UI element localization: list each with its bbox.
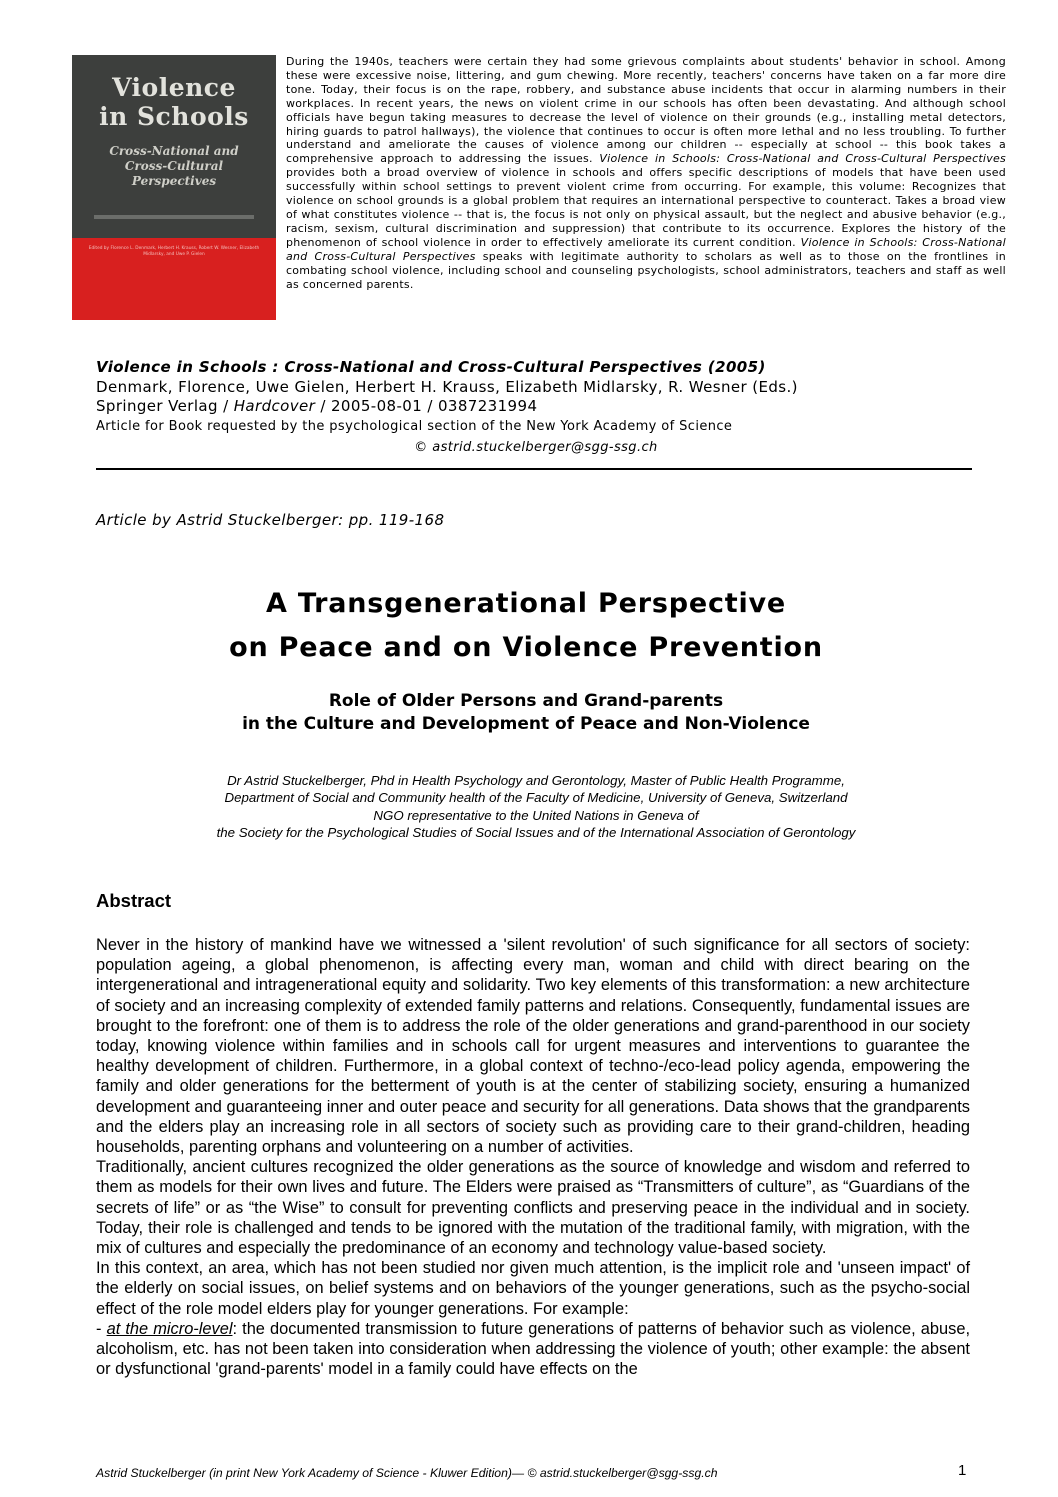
- cover-chalk-ledge: [94, 215, 254, 219]
- affiliation-line: the Society for the Psychological Studies of Social Issues and of the International Association of Gerontology: [216, 824, 856, 840]
- abstract-body: [96, 935, 970, 1379]
- article-title-line: A Transgenerational Perspective: [265, 588, 787, 619]
- page-footer: Astrid Stuckelberger (in print New York Academy of Science - Kluwer Edition)— © astrid.stuckelberger@sgg-ssg.ch: [96, 1466, 718, 1480]
- reference-request: Article for Book requested by the psychological section of the New York Academy of Science: [96, 418, 733, 434]
- description-book-title: Violence in Schools: Cross-National and Cross-Cultural Perspectives: [286, 235, 1006, 263]
- cover-subtitle-line: Perspectives: [131, 174, 217, 188]
- author-affiliation: [96, 772, 976, 841]
- cover-title-line: in Schools: [99, 102, 249, 131]
- reference-editors: Denmark, Florence, Uwe Gielen, Herbert H. Krauss, Elizabeth Midlarsky, R. Wesner (Eds.): [96, 377, 798, 396]
- article-subtitle-line: Role of Older Persons and Grand-parents: [328, 691, 724, 711]
- page-number: 1: [958, 1462, 967, 1479]
- bullet-dash: -: [96, 1319, 107, 1338]
- abstract-paragraph: Traditionally, ancient cultures recognized the older generations as the source of knowledge and wisdom and referred to them as models for their own lives and future. The Elders were praised as “Transmitters of culture”, as “Guardians of the secrets of life” or as “the Wise” to consult for preventing conflicts and preserving peace in the individual and in society. Today, their role is challenged and tends to be ignored with the mutation of the traditional family, with migration, with the mix of cultures and especially the predominance of an economy and technology value-based society.: [96, 1158, 970, 1258]
- cover-title-line: Violence: [112, 73, 236, 102]
- description-text: provides both a broad overview of violence in schools and offers specific descriptions of models that have been used successfully within school settings to prevent violent crime from occurring. For example, this volume: Recognizes that violence on school grounds is a global problem that requires an international perspective to counteract. Takes a broad view of what constitutes violence -- that is, the focus is not only on physical assault, but the neglect and abusive behavior (e.g., racism, sexism, cultural discrimination and suppression) that contribute to its occurrence. Explores the history of the phenomenon of school violence in order to effectively ameliorate its current condition.: [286, 166, 1006, 249]
- abstract-paragraph: Never in the history of mankind have we witnessed a 'silent revolution' of such significance for all sectors of society: population ageing, a global phenomenon, is affecting every man, woman and child with direct bearing on the intergenerational and intragenerational equity and solidarity. Two key elements of this transformation: a new architecture of society and an increasing complexity of extended family patterns and relations. Consequently, fundamental issues are brought to the forefront: one of them is to address the role of the older generations and grand-parenthood in our society today, knowing violence within families and in schools call for urgent measures and interventions to guarantee the healthy development of children. Furthermore, in a global context of techno-/eco-lead policy agenda, empowering the family and older generations for the betterment of youth is at the center of stabilizing society, ensuring a humanized development and guaranteeing inner and outer peace and security for all generations. Data shows that the grandparents and the elders play an increasing role in all sectors of society such as providing care to their grand-children, heading households, parenting orphans and volunteering on a number of activities.: [96, 936, 970, 1157]
- bullet-text: : the documented transmission to future generations of patterns of behavior such as violence, abuse, alcoholism, etc. has not been taken into consideration when addressing the violence of youth; other example: the absent or dysfunctional 'grand-parents' model in a family could have effects on the: [96, 1319, 971, 1379]
- cover-editors: Edited by Florence L. Denmark, Herbert H. Krauss, Robert W. Wesner, Elizabeth Midlarsky, and Uwe P. Gielen: [88, 246, 260, 257]
- book-cover-image: [72, 55, 276, 320]
- article-subtitle: [96, 690, 956, 736]
- reference-book-title: Violence in Schools : Cross-National and Cross-Cultural Perspectives (2005): [96, 358, 766, 376]
- abstract-paragraph: In this context, an area, which has not been studied nor given much attention, is the implicit role and 'unseen impact' of the elderly on social issues, on belief systems and on behaviors of the younger generations, such as the psycho-social effect of the role model elders play for younger generations. For example:: [96, 1259, 970, 1318]
- reference-email: © astrid.stuckelberger@sgg-ssg.ch: [414, 440, 658, 455]
- horizontal-rule: [96, 468, 972, 470]
- cover-subtitle-line: Cross-National and: [109, 144, 239, 158]
- article-byline: Article by Astrid Stuckelberger: pp. 119-168: [96, 511, 445, 529]
- reference-publisher: [96, 397, 976, 417]
- cover-subtitle-line: Cross-Cultural: [124, 159, 224, 173]
- description-text: During the 1940s, teachers were certain they had some grievous complaints about students' behavior in school. Among these were excessive noise, littering, and gum chewing. More recently, teachers' concerns have taken on a far more dire tone. Today, their focus is on the rape, robbery, and substance abuse incidents that occur in alarming numbers in their workplaces. In recent years, the news on violent crime in our schools has often been devastating. And although school officials have begun taking measures to decrease the level of violence on their grounds (e.g., installing metal detectors, hiring guards to patrol hallways), the violence that continues to occur is often more lethal and no less troubling. To further understand and ameliorate the causes of violence among our children -- especially at school -- this book takes a comprehensive approach to addressing the issues.: [286, 55, 1006, 166]
- publisher-name: Springer Verlag /: [96, 397, 234, 415]
- book-description: [286, 55, 1006, 291]
- abstract-heading: Abstract: [96, 890, 172, 911]
- affiliation-line: NGO representative to the United Nations in Geneva of: [373, 807, 699, 823]
- article-title-line: on Peace and on Violence Prevention: [229, 632, 823, 663]
- bullet-label: at the micro-level: [106, 1319, 233, 1338]
- publisher-details: / 2005-08-01 / 0387231994: [315, 397, 538, 415]
- cover-red-band: [72, 238, 276, 320]
- affiliation-line: Dr Astrid Stuckelberger, Phd in Health Psychology and Gerontology, Master of Public Health Programme,: [227, 773, 845, 788]
- cover-title: [72, 73, 276, 131]
- cover-subtitle: [72, 144, 276, 189]
- affiliation-line: Department of Social and Community health of the Faculty of Medicine, University of Geneva, Switzerland: [224, 790, 848, 806]
- description-text: speaks with legitimate authority to scholars as well as to those on the frontlines in combating school violence, including school and counseling psychologists, school administrators, teachers and staff as well as concerned parents.: [286, 249, 1006, 291]
- article-subtitle-line: in the Culture and Development of Peace and Non-Violence: [242, 714, 810, 734]
- book-reference: [96, 358, 976, 458]
- publisher-format: Hardcover: [233, 397, 316, 415]
- abstract-bullet: [96, 1319, 970, 1380]
- description-book-title: Violence in Schools: Cross-National and Cross-Cultural Perspectives: [599, 152, 1006, 166]
- article-title: [96, 582, 956, 670]
